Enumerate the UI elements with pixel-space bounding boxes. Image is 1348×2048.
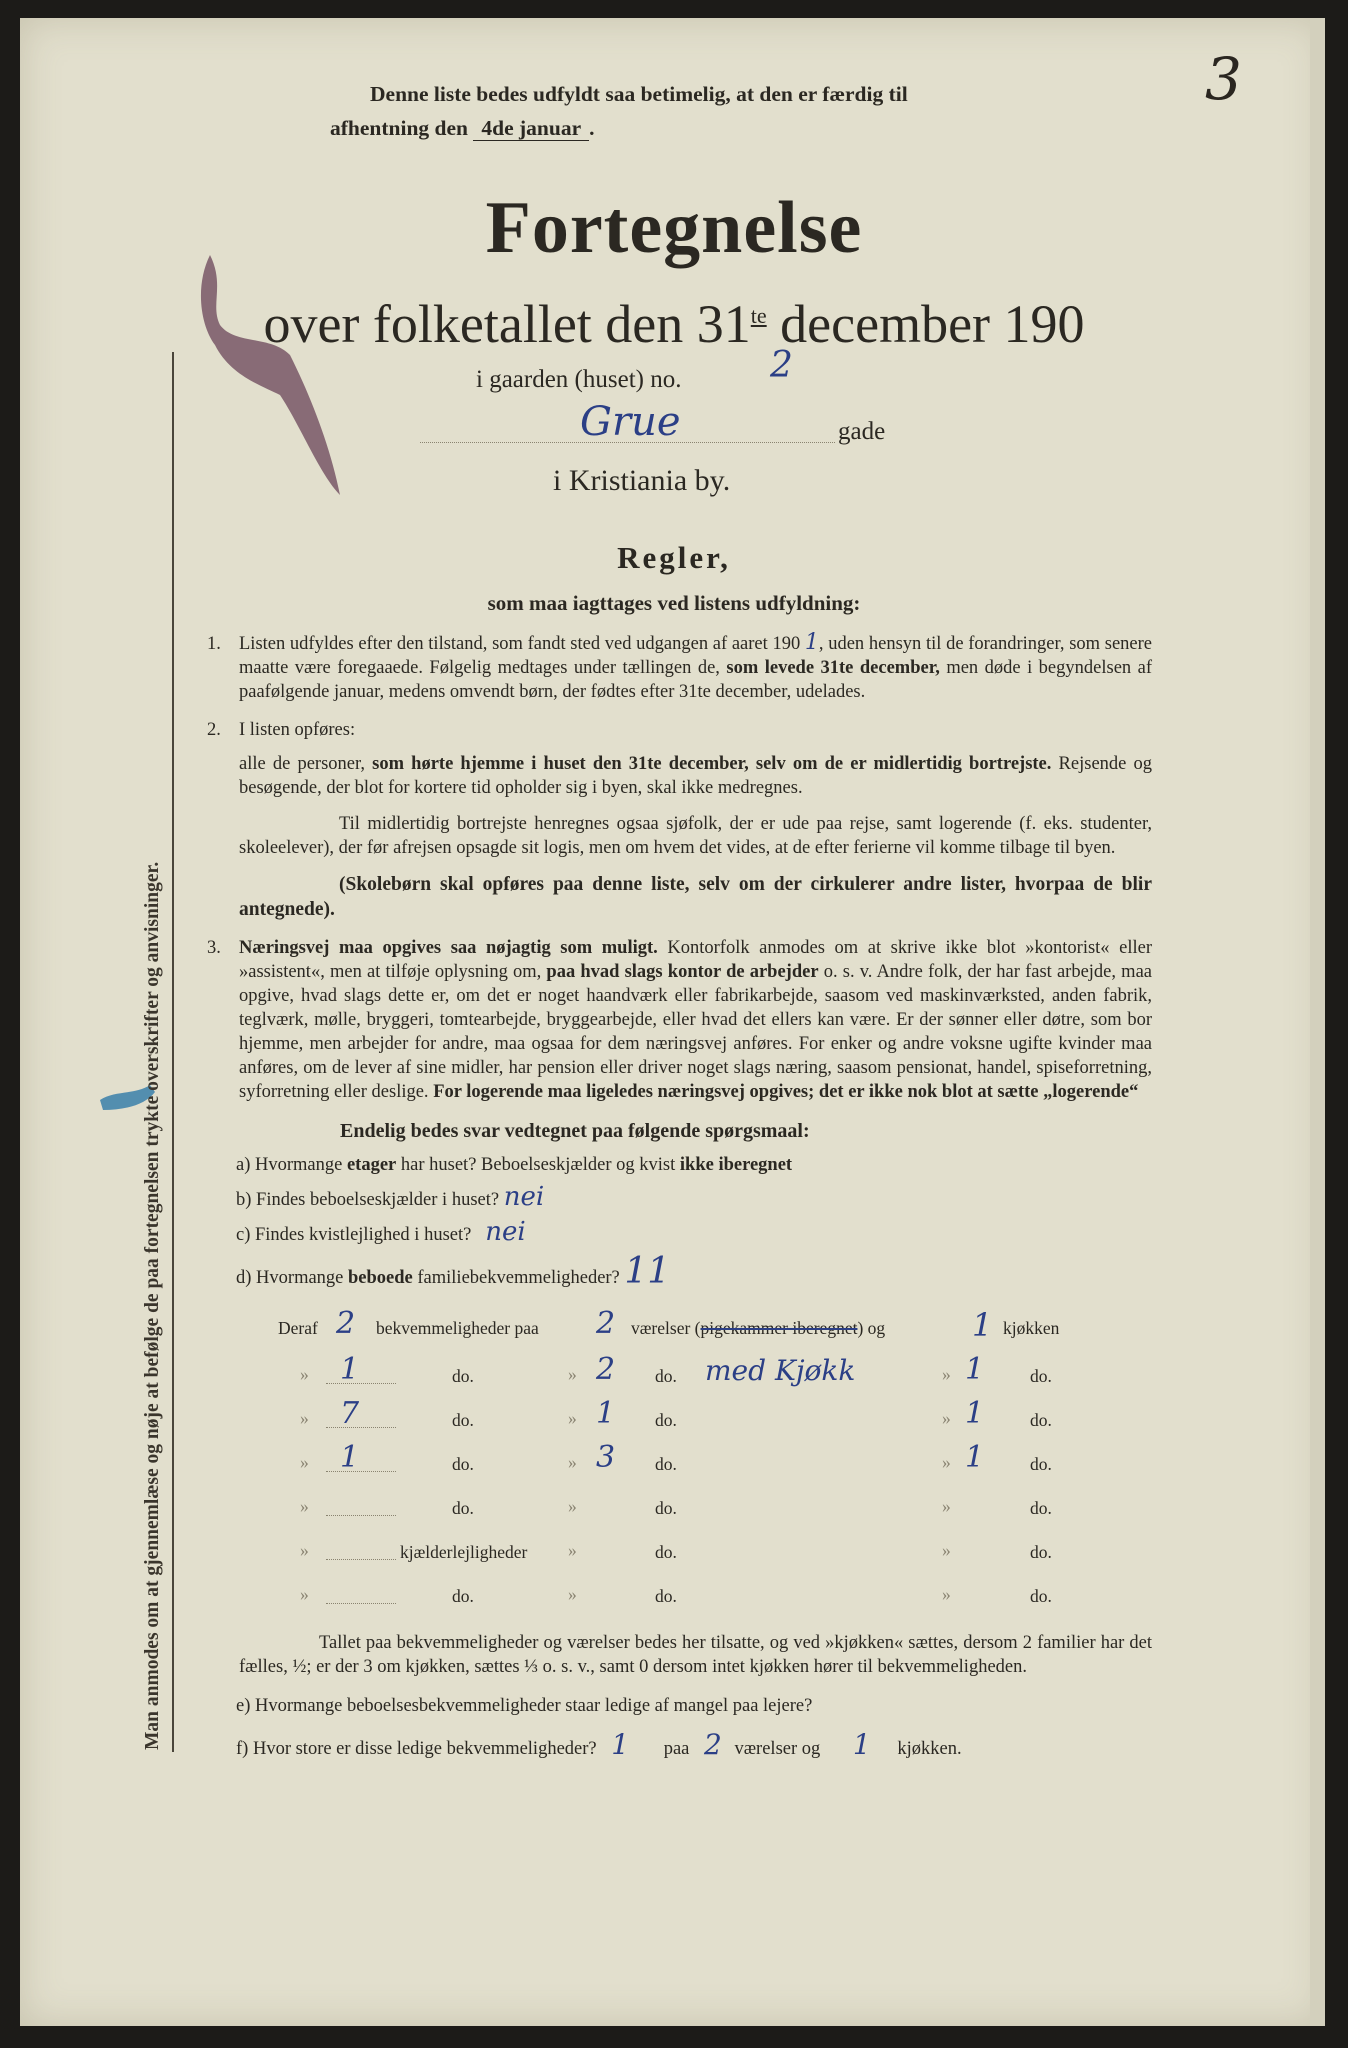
count-value[interactable]: 1 [340,1440,360,1475]
year-digit[interactable]: 1 [804,630,819,655]
rule-1-text-c: men døde i begyndelsen af paafølgende januar, medens omvendt børn, der fødtes efter 31te december, udelades. [239,658,1153,702]
page-subtitle [0,285,1348,355]
question-c-label: c) [236,1225,251,1245]
rooms-value[interactable]: 1 [596,1396,616,1431]
count-label: do. [452,1410,474,1430]
question-f-text: Hvor store er disse ledige bekvemmeligheder? [252,1739,597,1759]
fill-line [326,1603,396,1604]
ditto-mark: » [300,1540,309,1560]
rule-3-bold-1: Næringsvej maa opgives saa nøjagtig som muligt. [239,938,658,958]
struck-text: pigekammer iberegnet [700,1318,858,1338]
rule-2-intro: I listen opføres: [239,720,356,740]
ditto-mark: » [568,1408,577,1428]
rules-subheading: som maa iagttages ved listens udfyldning: [487,591,861,615]
page-title: Fortegnelse [485,187,863,269]
rule-2-text: alle de personer, [239,754,373,774]
kitchen-label: do. [1030,1366,1052,1386]
header-rooms[interactable]: 2 [596,1306,616,1341]
rule-2-intro-block [207,718,1152,742]
ditto-mark: » [568,1584,577,1604]
kitchen-label: kjøkken [1003,1318,1060,1338]
rooms-label-end: ) og [857,1318,886,1338]
rule-2 [239,752,1152,800]
count-label: do. [452,1498,474,1518]
header-count[interactable]: 2 [336,1306,356,1341]
rule-2-paragraph-2: Til midlertidig bortrejste henregnes ogsaa sjøfolk, der er ude paa rejse, samt logerende (f. eks. studenter, skoleelever), der før afrejsen opsagde sit logis, men om hvem det vides, at de efter ferierne vil komme tilbage til byen. [239,814,1152,858]
kitchen-value[interactable]: 1 [965,1440,985,1475]
fill-line [326,1559,396,1560]
question-b-label: b) [236,1190,252,1210]
question-e [236,1693,1348,1719]
header-rooms-label [631,1317,885,1339]
vacant-rooms-label: værelser og [734,1739,821,1759]
header-line-1: Denne liste bedes udfyldt saa betimelig, at den er færdig til [370,82,908,106]
question-a-label: a) [236,1155,251,1175]
dwelling-table [0,1353,1348,1617]
question-f [236,1728,1348,1762]
form-body [0,632,1348,1768]
side-divider [172,352,174,1752]
question-d-answer[interactable]: 11 [624,1251,671,1292]
ditto-mark: » [300,1408,309,1428]
ditto-mark: » [568,1496,577,1516]
rooms-value[interactable]: 3 [596,1440,616,1475]
ditto-mark: » [300,1452,309,1472]
note-value[interactable]: med Kjøkk [705,1354,856,1387]
rooms-label: do. [655,1454,677,1474]
ditto-mark: » [568,1452,577,1472]
kitchen-value[interactable]: 1 [965,1396,985,1431]
table-header-row [0,1306,1348,1353]
rooms-label: do. [655,1410,677,1430]
question-c-answer[interactable]: nei [485,1217,526,1247]
ink-stain-icon [190,245,350,505]
question-f-label: f) [236,1739,249,1759]
ditto-mark: » [942,1408,951,1428]
subtitle-rest: december 190 [766,294,1085,354]
count-value[interactable]: 7 [340,1396,360,1431]
rule-3-bold-3: For logerende maa ligeledes næringsvej opgives; det er ikke nok blot at sætte „logerende“ [433,1082,1139,1102]
question-c [236,1219,1348,1248]
questions-heading: Endelig bedes svar vedtegnet paa følgende spørgsmaal: [340,1120,810,1142]
header-line-2 [330,116,595,141]
city-label: i Kristiania by. [553,464,731,497]
gaard-label: i gaarden (huset) no. [476,366,682,393]
ditto-mark: » [568,1364,577,1384]
fill-line [326,1515,396,1516]
rule-3-number: 3. [207,938,221,958]
rule-3-text-b: o. s. v. Andre folk, der har fast arbejde, maa opgive, hvad slags dette er, om det er noget haandværk eller fabrikarbejde, saasom ved maskinværksted, anden fabrik, teglværk, mølle, bryggeri, tomtearbejde, bryggearbejde, eller hvad det ellers kan være. Er der sønner eller døtre, som bor hjemme, men arbejder for andre, maa ogsaa for dem næringsvej anføres. For enker og andre voksne ugifte kvinder maa anføres, om de lever af sine midler, har pension eller driver noget slags næring, saasom pensionat, handel, spiseforretning, syforretning eller deslige. [239,962,1152,1102]
street-suffix: gade [838,418,886,445]
question-b-text: Findes beboelseskjælder i huset? [256,1190,500,1210]
side-instruction: Man anmodes om at gjennemlæse og nøje at befølge de paa fortegnelsen trykte overskrifter og anvisninger. [142,861,163,1750]
rooms-label: do. [655,1498,677,1518]
paa-label: paa [663,1739,690,1759]
ditto-mark: » [942,1496,951,1516]
rule-3-text: Kontorfolk anmodes om at skrive ikke blot »kontorist« eller »assistent«, men at tilføje oplysning om, [239,938,1152,982]
ditto-mark: » [942,1452,951,1472]
question-d-text: Hvormange [256,1268,349,1288]
pickup-date: 4de januar [473,116,589,141]
question-a-bold-2: ikke iberegnet [679,1155,793,1175]
page-number: 3 [1205,45,1242,113]
rule-1-text-b: , uden hensyn til de forandringer, som senere maatte være foregaaede. Følgelig medtages under tællingen de, [239,634,1153,678]
street-name[interactable]: Grue [580,399,681,445]
rule-3-bold-2: paa hvad slags kontor de arbejder [546,962,819,982]
count-label: do. [452,1454,474,1474]
rule-2-text-b: Rejsende og besøgende, der blot for kortere tid opholder sig i byen, skal ikke medregnes. [239,754,1153,798]
question-a [236,1152,1348,1178]
ditto-mark: » [300,1364,309,1384]
question-d-text-2: familiebekvemmeligheder? [412,1268,620,1288]
ditto-mark: » [942,1584,951,1604]
rule-2-paragraph-3: (Skolebørn skal opføres paa denne liste, selv om der cirkulerer andre lister, hvorpaa de blir antegnede). [239,874,1152,920]
kitchen-value[interactable]: 1 [965,1352,985,1387]
rule-1-number: 1. [207,634,221,654]
question-c-text: Findes kvistlejlighed i huset? [255,1225,472,1245]
fill-line [326,1383,396,1384]
rule-1-bold: som levede 31te december, [726,658,940,678]
question-b-answer[interactable]: nei [503,1182,545,1212]
count-label: do. [452,1366,474,1386]
header-prefix: afhentning den [330,116,468,140]
rooms-label: do. [655,1586,677,1606]
question-b [236,1184,1348,1213]
kitchen-label: do. [1030,1410,1052,1430]
kitchen-label: do. [1030,1542,1052,1562]
vacant-count[interactable]: 1 [611,1728,630,1761]
table-row [0,1573,1348,1617]
table-row [0,1397,1348,1441]
rooms-label: do. [655,1366,677,1386]
rule-2-number: 2. [207,720,221,740]
ditto-mark: » [300,1584,309,1604]
question-a-text: Hvormange [255,1155,347,1175]
kitchen-label: do. [1030,1498,1052,1518]
ditto-mark: » [300,1496,309,1516]
question-a-bold: etager [346,1155,397,1175]
vacant-kitchen-label: kjøkken. [897,1739,962,1759]
question-e-text: Hvormange beboelsesbekvemmeligheder staar ledige af mangel paa lejere? [255,1696,813,1716]
rule-3 [207,936,1152,1104]
rules-heading: Regler, [617,540,731,575]
vacant-rooms[interactable]: 2 [704,1728,722,1761]
question-e-label: e) [236,1696,251,1716]
vacant-kitchen[interactable]: 1 [852,1728,871,1761]
table-note: Tallet paa bekvemmeligheder og værelser bedes her tilsatte, og ved »kjøkken« sættes, dersom 2 familier har det fælles, ½; er der 3 om kjøkken, sættes ⅓ o. s. v., samt 0 dersom intet kjøkken hører til bekvemmeligheden. [239,1633,1152,1677]
subtitle-sup: te [750,303,767,328]
rooms-value[interactable]: 2 [596,1352,616,1387]
fill-line [326,1471,396,1472]
table-row [0,1529,1348,1573]
question-d-bold: beboede [348,1268,413,1288]
rooms-label: do. [655,1542,677,1562]
rooms-label: værelser ( [631,1318,701,1338]
kitchen-label: do. [1030,1586,1052,1606]
question-d-label: d) [236,1268,252,1288]
count-label: kjælderlejligheder [400,1542,528,1562]
ditto-mark: » [942,1540,951,1560]
count-value[interactable]: 1 [340,1352,360,1387]
rule-1 [207,630,1153,704]
ditto-mark: » [942,1364,951,1384]
count-label: do. [452,1586,474,1606]
table-row [0,1353,1348,1397]
table-row [0,1441,1348,1485]
header-label: bekvemmeligheder paa [376,1318,539,1338]
gaard-number[interactable]: 2 [770,345,793,386]
fill-line [326,1427,396,1428]
question-d [236,1251,1348,1292]
header-suffix: . [589,116,595,140]
subtitle-text: over folketallet den 31 [263,294,751,354]
question-a-text-2: har huset? Beboelseskjælder og kvist [396,1155,680,1175]
rule-2-bold: som hørte hjemme i huset den 31te december, selv om de er midlertidig bortrejste. [372,754,1052,774]
ditto-mark: » [568,1540,577,1560]
rule-1-text: Listen udfyldes efter den tilstand, som fandt sted ved udgangen af aaret 190 [239,634,801,654]
table-row [0,1485,1348,1529]
deraf-label: Deraf [278,1318,318,1338]
header-kitchen[interactable]: 1 [972,1306,993,1344]
kitchen-label: do. [1030,1454,1052,1474]
